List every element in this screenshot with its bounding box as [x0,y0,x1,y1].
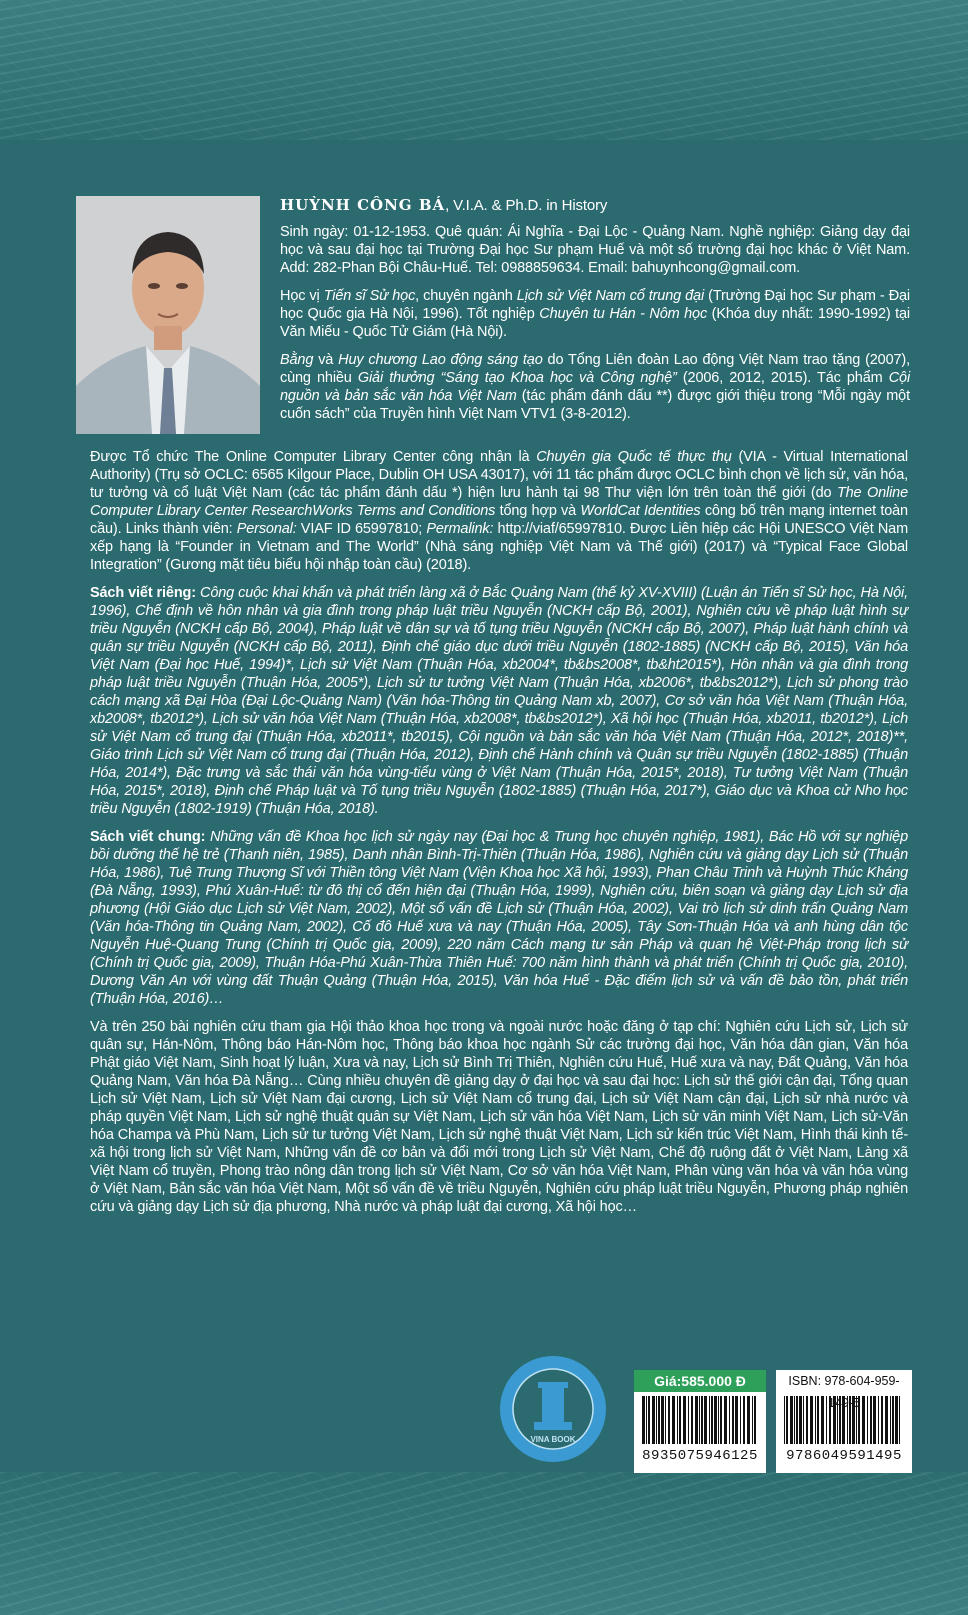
bio-oclc-paragraph: Được Tổ chức The Online Computer Library Center công nhận là Chuyên gia Quốc tế thực thụ (VIA - Virtual International Authority) (Trụ sở OCLC: 6565 Kilgour Place, Dublin OH USA 43017), với 11 tác phẩm được OCLC bình chọn về lịch sử, văn hóa, tư tưởng và cổ luật Việt Nam (các tác phẩm đánh dấu *) hiện lưu hành tại 98 Thư viện lớn trên toàn thế giới (do The Online Computer Library Center ResearchWorks Terms and Conditions tổng hợp và WorldCat Identities công bố trên mạng internet toàn cầu). Links thành viên: Personal: VIAF ID 65997810; Permalink: http://viaf/65997810. Được Liên hiệp các Hội UNESCO Việt Nam xếp hạng là “Founder in Vietnam and The World” (Nhà sáng nghiệp Việt Nam và Thế giới) (2017) và “Typical Face Global Integration” (Gương mặt tiêu biểu hội nhập toàn cầu) (2018). [90,449,908,573]
top-texture [0,0,968,140]
isbn-label: ISBN: 978-604-959-149 5 [788,1374,900,1410]
author-credentials: , V.I.A. & Ph.D. in History [445,197,608,214]
bio-education-paragraph: Học vị Tiến sĩ Sử học, chuyên ngành Lịch sử Việt Nam cổ trung đại (Trường Đại học Sư phạm - Đại học Quốc gia Hà Nội, 1996). Tốt nghiệp Chuyên tu Hán - Nôm học (Khóa duy nhất: 1990-1992) tại Văn Miếu - Quốc Tử Giám (Hà Nội). [280,288,911,340]
books-own-label: Sách viết riêng: [90,585,196,601]
bio-awards-paragraph: Bằng và Huy chương Lao động sáng tạo do Tổng Liên đoàn Lao động Việt Nam trao tặng (2007), cùng nhiều Giải thưởng “Sáng tạo Khoa học và Công nghệ” (2006, 2012, 2015). Tác phẩm Cội nguồn và bản sắc văn hóa Việt Nam (tác phẩm đánh dấu **) được giới thiệu trong “Mỗi ngày một cuốn sách” của Truyền hình Việt Nam VTV1 (3-8-2012). [280,352,911,422]
price-barcode-box [634,1370,766,1473]
author-heading [280,196,910,215]
books-joint-paragraph [90,828,908,1008]
price-barcode-icon [642,1396,758,1444]
svg-text:VINA BOOK: VINA BOOK [530,1435,576,1444]
publisher-seal-icon [498,1354,608,1464]
main-body-text [90,448,908,1226]
bio-birth-paragraph: Sinh ngày: 01-12-1953. Quê quán: Ái Nghĩa - Đại Lộc - Quảng Nam. Nghề nghiệp: Giảng dạy đại học và sau đại học tại Trường Đại học Sư phạm Huế và một số trường đại học khác ở Việt Nam. Add: 282-Phan Bội Châu-Huế. Tel: 0988859634. Email: bahuynhcong@gmail.com. [280,224,910,276]
isbn-barcode-box [776,1370,912,1473]
author-name: HUỲNH CÔNG BÁ [280,196,446,214]
books-joint-list: Những vấn đề Khoa học lịch sử ngày nay (Đại học & Trung học chuyên nghiệp, 1981), Bác Hồ với sự nghiệp bồi dưỡng thế hệ trẻ (Thanh niên, 1985), Danh nhân Bình-Trị-Thiên (Thuận Hóa, 1986), Nghiên cứu và giảng dạy Lịch sử (Thuận Hóa, 1986), Tuệ Trung Thượng Sĩ với Thiền tông Việt Nam (Viện Khoa học Xã hội, 1993), Phan Châu Trinh và Huỳnh Thúc Kháng (Đà Nẵng, 1993), Phú Xuân-Huế: từ đô thị cổ đến hiện đại (Thuận Hóa, 1999), Nghiên cứu, biên soạn và giảng dạy Lịch sử địa phương (Hội Giáo dục Lịch sử Việt Nam, 2002), Một số vấn đề Lịch sử (Thuận Hóa, 2002), Vai trò lịch sử dinh trấn Quảng Nam (Văn hóa-Thông tin Quảng Nam, 2002), Cố đô Huế xưa và nay (Thuận Hóa, 2005), Tây Sơn-Thuận Hóa và anh hùng dân tộc Nguyễn Huệ-Quang Trung (Chính trị Quốc gia, 2009), 220 năm Cách mạng tư sản Pháp và quan hệ Việt-Pháp trong lịch sử (Chính trị Quốc gia, 2009), Thuận Hóa-Phú Xuân-Thừa Thiên Huế: 700 năm hình thành và phát triển (Chính trị Quốc gia, 2010), Dương Văn An với vùng đất Thuận Quảng (Thuận Hóa, 2015), Văn hóa Huế - Đặc điểm lịch sử và vấn đề bảo tồn, phát triển (Thuận Hóa, 2016)… [90,829,908,1007]
books-own-list: Công cuộc khai khẩn và phát triển làng xã ở Bắc Quảng Nam (thế kỷ XV-XVIII) (Luận án Tiến sĩ Sử học, Hà Nội, 1996), Chế định về hôn nhân và gia đình trong pháp luật triều Nguyễn (NCKH cấp Bộ, 2001), Nghiên cứu về pháp luật hình sự triều Nguyễn (NCKH cấp Bộ, 2004), Pháp luật về dân sự và tố tụng triều Nguyễn (NCKH cấp Bộ, 2007), Pháp luật hành chính và quân sự triều Nguyễn (NCKH cấp Bộ, 2011), Định chế giáo dục dưới triều Nguyễn (1802-1885) (NCKH cấp Bộ, 2015), Văn hóa Việt Nam (Đại học Huế, 1994)*, Lịch sử Việt Nam (Thuận Hóa, xb2004*, tb&bs2008*, tb&ht2015*), Hôn nhân và gia đình trong pháp luật triều Nguyễn (Thuận Hóa, 2005*), Lịch sử tư tưởng Việt Nam (Thuận Hóa, xb2006*, tb&bs2012*), Lịch sử phong trào cách mạng xã Đại Hòa (Đại Lộc-Quảng Nam) (Văn hóa-Thông tin Quảng Nam xb, 2007), Cơ sở văn hóa Việt Nam (Thuận Hóa, xb2008*, tb2012*), Lịch sử văn hóa Việt Nam (Thuận Hóa, xb2008*, tb&bs2012*), Xã hội học (Thuận Hóa, xb2011, tb2012*), Lịch sử Việt Nam cổ trung đại (Thuận Hóa, xb2011*, tb2015), Cội nguồn và bản sắc văn hóa Việt Nam (Thuận Hóa, 2012*, 2018)**, Giáo trình Lịch sử Việt Nam cổ trung đại (Thuận Hóa, 2012), Định chế Hành chính và Quân sự triều Nguyễn (1802-1885) (Thuận Hóa, 2014*), Đặc trưng và sắc thái văn hóa vùng-tiểu vùng ở Việt Nam (Thuận Hóa, 2015*, 2018), Tư tưởng Việt Nam (Thuận Hóa, 2015*, 2018), Định chế Pháp luật và Tố tụng triều Nguyễn (1802-1885) (Thuận Hóa, 2017*), Giáo dục và Khoa cử Nho học triều Nguyễn (1802-1919) (Thuận Hóa, 2018). [90,585,908,817]
research-paragraph: Và trên 250 bài nghiên cứu tham gia Hội thảo khoa học trong và ngoài nước hoặc đăng ở tạp chí: Nghiên cứu Lịch sử, Lịch sử quân sự, Hán-Nôm, Thông báo Hán-Nôm học, Thông báo khoa học ngành Sử các trường đại học, Văn hóa dân gian, Văn hóa Phật giáo Việt Nam, Sinh hoạt lý luận, Xưa và nay, Lịch sử Bình Trị Thiên, Nghiên cứu Huế, Huế xưa và nay, Đất Quảng, Văn hóa Quảng Nam, Văn hóa Đà Nẵng… Cùng nhiều chuyên đề giảng dạy ở đại học và sau đại học: Lịch sử thế giới cận đại, Tổng quan Lịch sử Việt Nam, Lịch sử Việt Nam đại cương, Lịch sử Việt Nam cổ trung đại, Lịch sử Việt Nam cận đại, Lịch sử nhà nước và pháp quyền Việt Nam, Lịch sử nghệ thuật quân sự Việt Nam, Lịch sử văn hóa Việt Nam, Lịch sử văn minh Việt Nam, Lịch sử-Văn hóa Champa và Phù Nam, Lịch sử tư tưởng Việt Nam, Lịch sử nghệ thuật Việt Nam, Lịch sử kiến trúc Việt Nam, Hình thái kinh tế-xã hội trong lịch sử Việt Nam, Những vấn đề cơ bản và đổi mới trong Lịch sử Việt Nam, Chế độ ruộng đất ở Việt Nam, Làng xã Việt Nam cổ truyền, Phong trào nông dân trong lịch sử Việt Nam, Cơ sở văn hóa Việt Nam, Phân vùng văn hóa và văn hóa vùng ở Việt Nam, Bản sắc văn hóa Việt Nam, Một số vấn đề về triều Nguyễn, Nghiên cứu pháp luật triều Nguyễn, Phương pháp nghiên cứu và giảng dạy Lịch sử địa phương, Nhà nước và pháp luật đại cương, Xã hội học… [90,1019,908,1215]
books-joint-label: Sách viết chung: [90,829,206,845]
author-photo [76,196,260,434]
author-bio-top [280,196,910,433]
bottom-texture [0,1472,968,1615]
price-tag: Giá:585.000 Đ [634,1370,766,1392]
author-portrait-image [76,196,260,434]
price-barcode-number: 8935075946125 [642,1448,758,1464]
isbn-barcode-number: 9786049591495 [786,1448,902,1464]
isbn-barcode-icon [784,1396,904,1444]
books-own-paragraph [90,584,908,818]
